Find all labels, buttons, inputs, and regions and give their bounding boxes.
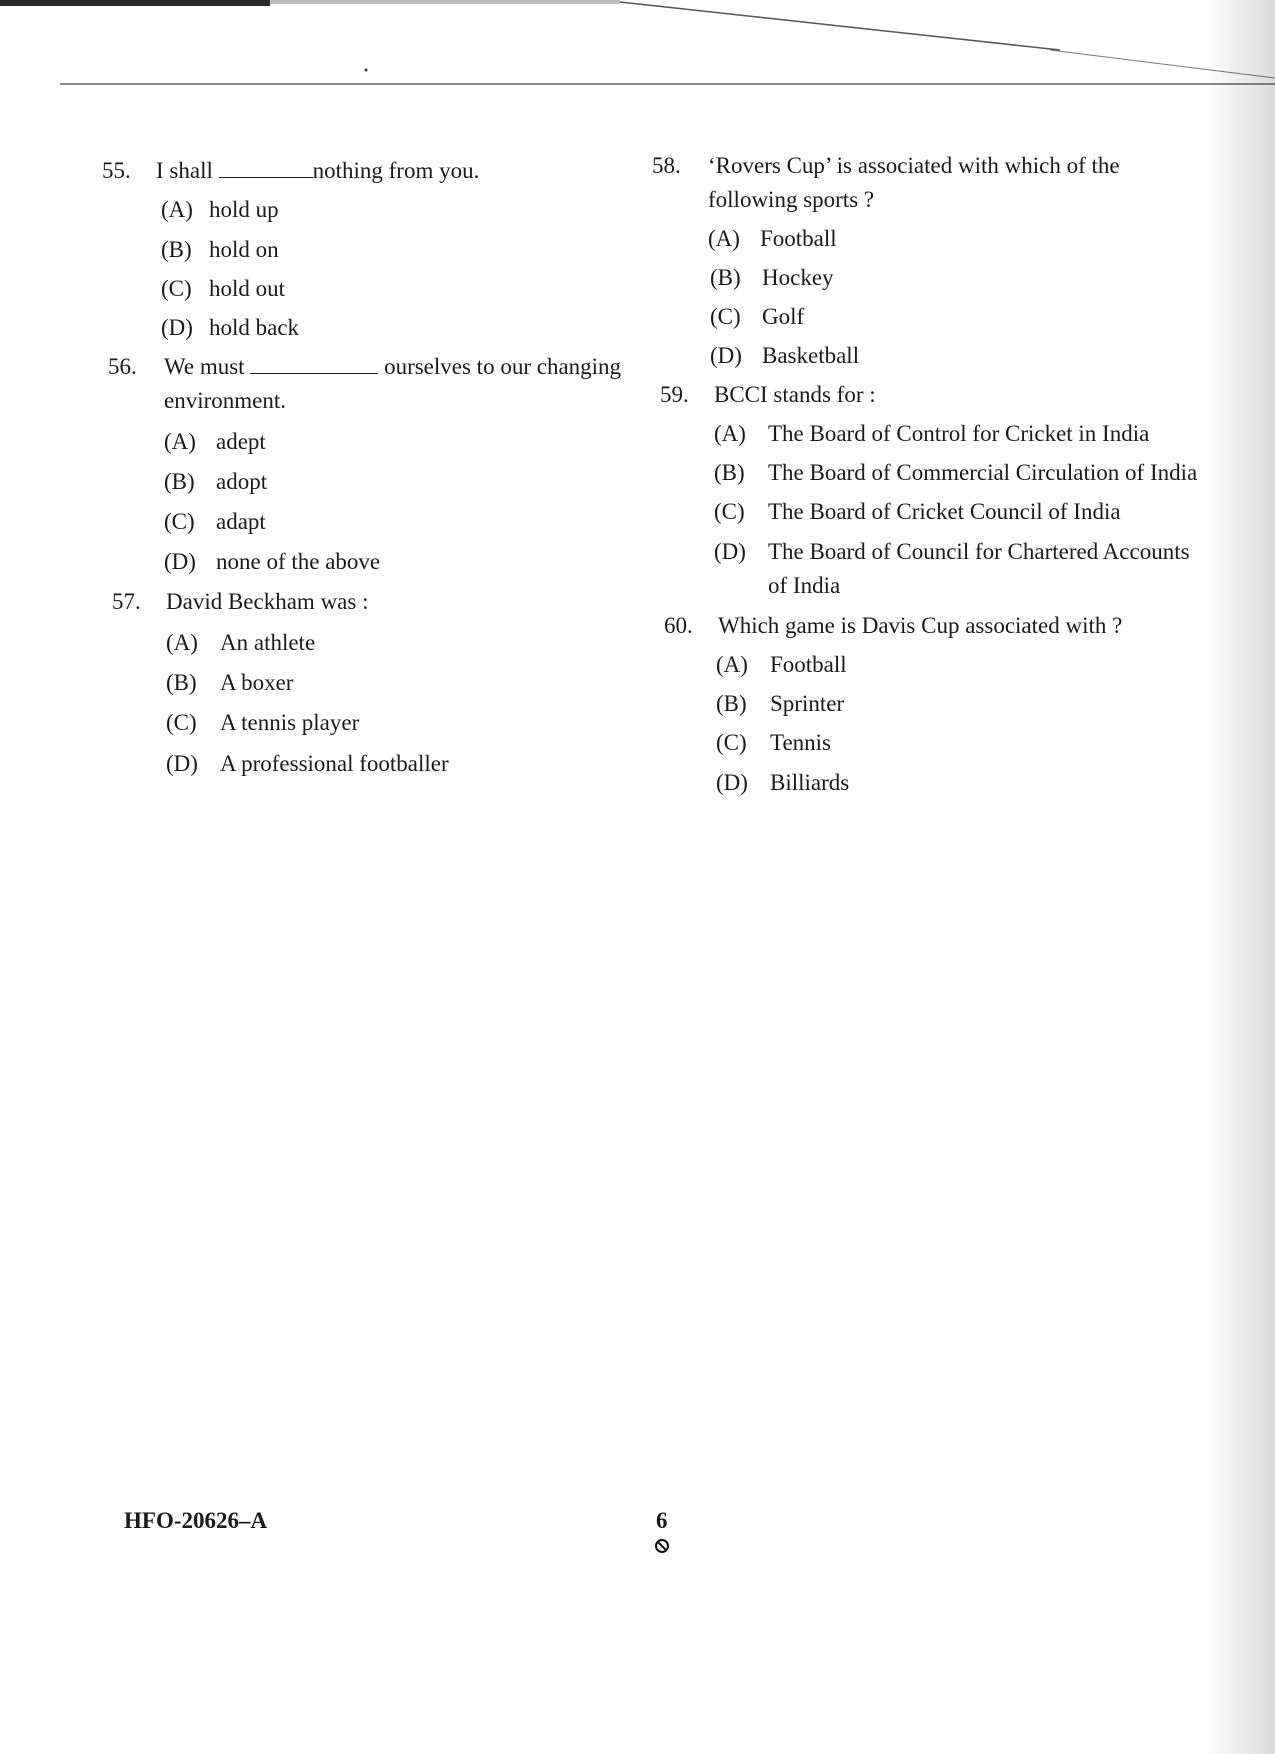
- question-stem: We must ourselves to our changing: [164, 354, 622, 379]
- question-57: [112, 585, 632, 619]
- question-stem: BCCI stands for :: [714, 382, 876, 407]
- scan-artifact-lines: [0, 0, 1275, 100]
- circle-slash-icon: [654, 1538, 670, 1554]
- question-stem: David Beckham was :: [166, 589, 369, 614]
- question-59: [660, 378, 1200, 412]
- question-56: 56. We must ourselves to our changing environment.: [108, 350, 648, 420]
- question-number: 60.: [664, 613, 693, 638]
- question-stem: Which game is Davis Cup associated with ?: [718, 613, 1123, 638]
- question-paper-page: 55. I shall nothing from you. (A) hold up (B) hold on (C) hold out (D) hold back 56. We must ourselves to our changing environment. (A) adept (B) adopt (C) adapt (D) none of the above 57. David Beckham was : (A) An athlete (B) A boxer (C) A tennis player (D) A professional footballer 58. ‘Rovers Cup’ is associated with which of the following sports ? (A) Football (B) Hockey (C) Golf (D) Basketball 59. BCCI stands for : (A) The Board of Control for Cricket in India (B) The Board of Commercial Circulation of India (C) The Board of Cricket Council of India (D) The Board of Council for Chartered Accounts of India 60. Which game is Davis Cup associated with ? (A) Football (B) Sprinter (C) Tennis (D) Billiards HFO-20626–A 6: [0, 0, 1275, 1754]
- answer-blank: [219, 177, 313, 178]
- page-number: 6: [656, 1508, 668, 1533]
- question-number: 58.: [652, 153, 681, 178]
- scan-edge-shadow: [1205, 0, 1275, 1754]
- question-number: 56.: [108, 354, 137, 379]
- paper-code: HFO-20626–A: [124, 1508, 268, 1533]
- question-60: [664, 609, 1204, 643]
- question-stem: I shall nothing from you.: [156, 158, 480, 183]
- question-number: 57.: [112, 589, 141, 614]
- question-stem: ‘Rovers Cup’ is associated with which of the: [708, 153, 1120, 178]
- question-58: 58. ‘Rovers Cup’ is associated with which of the following sports ?: [652, 149, 1212, 219]
- question-55: [102, 154, 622, 188]
- question-number: 55.: [102, 158, 131, 183]
- answer-blank: [250, 373, 378, 374]
- question-number: 59.: [660, 382, 689, 407]
